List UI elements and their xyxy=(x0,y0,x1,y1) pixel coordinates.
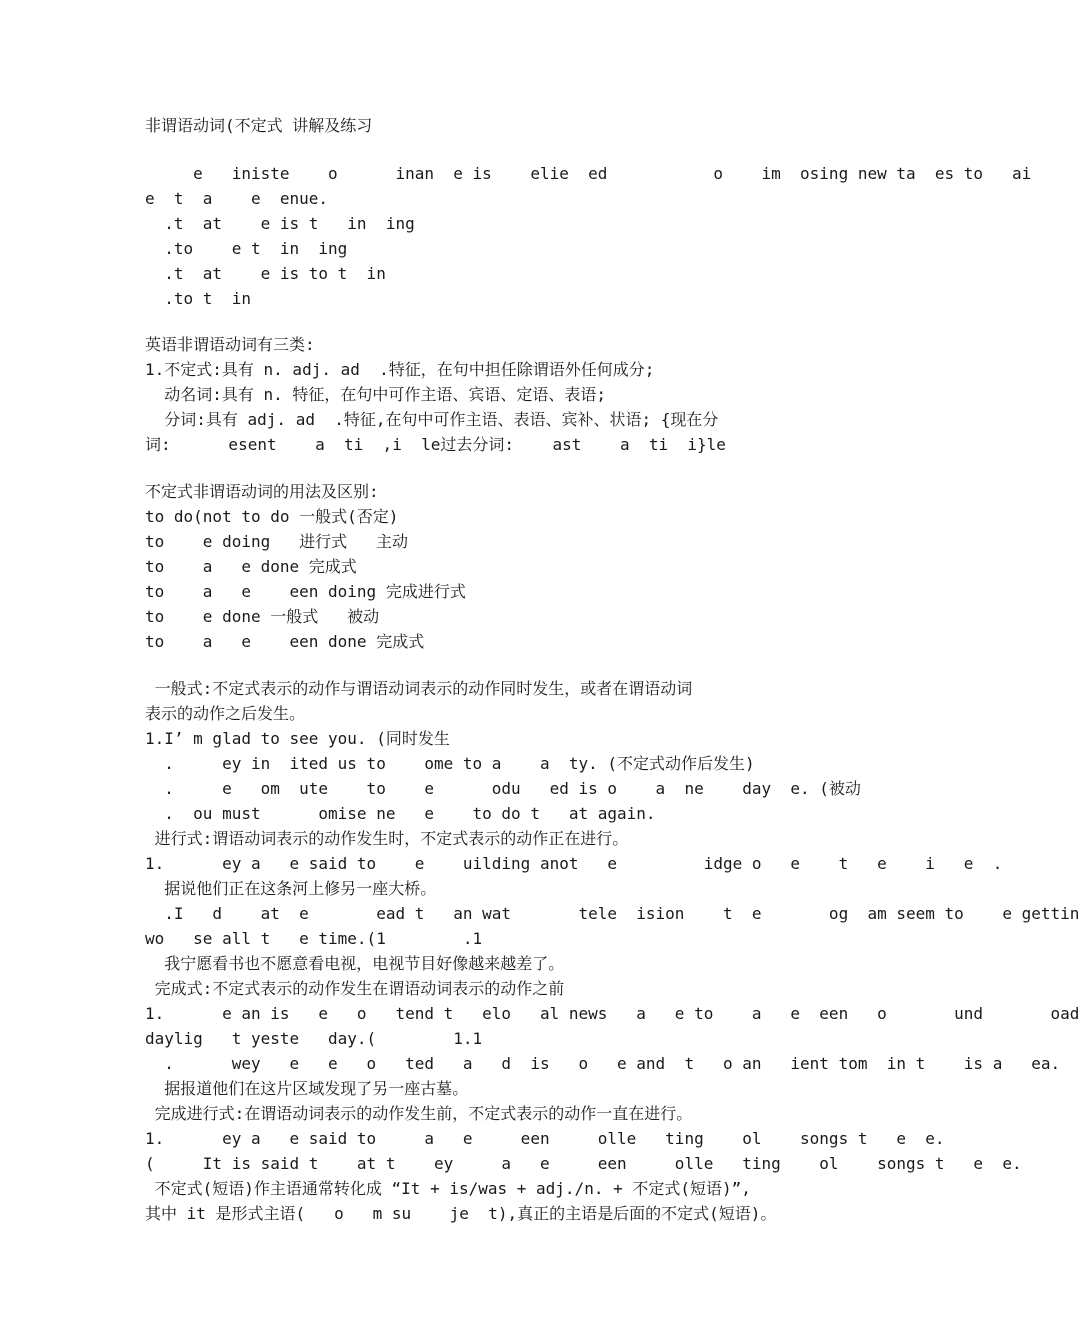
text-line: 进行式:谓语动词表示的动作发生时，不定式表示的动作正在进行。 xyxy=(145,829,629,848)
text-line: .to t in xyxy=(145,289,251,308)
text-line: . ey in ited us to ome to a a ty. (不定式动作后发生) xyxy=(145,754,755,773)
text-line: e iniste o inan e is elie ed o im osing new ta es to ai xyxy=(145,164,1032,183)
text-line: 1. ey a e said to a e een olle ting ol songs t e e. xyxy=(145,1129,945,1148)
text-line: daylig t yeste day.( 1.1 xyxy=(145,1029,483,1048)
text-line: 一般式:不定式表示的动作与谓语动词表示的动作同时发生，或者在谓语动词 xyxy=(145,679,693,698)
text-line: to do(not to do 一般式(否定) xyxy=(145,507,399,526)
text-line: to a e done 完成式 xyxy=(145,557,357,576)
text-line: 完成式:不定式表示的动作发生在谓语动词表示的动作之前 xyxy=(145,979,565,998)
text-line: 英语非谓语动词有三类: xyxy=(145,335,315,354)
text-line: e t a e enue. xyxy=(145,189,329,208)
text-line: 1.不定式:具有 n. adj. ad .特征，在句中担任除谓语外任何成分; xyxy=(145,360,655,379)
text-line: 我宁愿看书也不愿意看电视，电视节目好像越来越差了。 xyxy=(145,954,565,973)
text-line: 据说他们正在这条河上修另一座大桥。 xyxy=(145,879,437,898)
text-line: 分词:具有 adj. ad .特征,在句中可作主语、表语、宾补、状语; {现在分 xyxy=(145,410,719,429)
text-line: . e om ute to e odu ed is o a ne day e. (被动 xyxy=(145,779,861,798)
text-line: wo se all t e time.(1 .1 xyxy=(145,929,483,948)
text-line: 1.I’ m glad to see you. (同时发生 xyxy=(145,729,450,748)
text-line: 据报道他们在这片区域发现了另一座古墓。 xyxy=(145,1079,469,1098)
text-line: ( It is said t at t ey a e een olle ting ol songs t e e. xyxy=(145,1154,1022,1173)
text-line: .t at e is to t in xyxy=(145,264,386,283)
document-title: 非谓语动词(不定式 讲解及练习 xyxy=(145,116,373,135)
text-line: . ou must omise ne e to do t at again. xyxy=(145,804,656,823)
text-line: to e doing 进行式 主动 xyxy=(145,532,409,551)
text-line: to a e een doing 完成进行式 xyxy=(145,582,466,601)
text-line: to e done 一般式 被动 xyxy=(145,607,380,626)
text-line: 1. e an is e o tend t elo al news a e to a e een o und oad xyxy=(145,1004,1079,1023)
text-line: . wey e e o ted a d is o e and t o an ient tom in t is a ea. xyxy=(145,1054,1061,1073)
text-line: .t at e is t in ing xyxy=(145,214,415,233)
text-line: 1. ey a e said to e uilding anot e idge o e t e i e . xyxy=(145,854,1003,873)
text-line: .I d at e ead t an wat tele ision t e og am seem to e gettin xyxy=(145,904,1079,923)
text-line: 不定式(短语)作主语通常转化成 “It + is/was + adj./n. + 不定式(短语)”, xyxy=(145,1179,751,1198)
text-line: 完成进行式:在谓语动词表示的动作发生前，不定式表示的动作一直在进行。 xyxy=(145,1104,693,1123)
text-line: .to e t in ing xyxy=(145,239,348,258)
text-line: 词: esent a ti ,i le过去分词: ast a ti i}le xyxy=(145,435,726,454)
text-line: 其中 it 是形式主语( o m su je t),真正的主语是后面的不定式(短语)。 xyxy=(145,1204,777,1223)
text-line: 表示的动作之后发生。 xyxy=(145,704,306,723)
text-line: 不定式非谓语动词的用法及区别: xyxy=(145,482,379,501)
text-line: 动名词:具有 n. 特征，在句中可作主语、宾语、定语、表语; xyxy=(145,385,607,404)
text-line: to a e een done 完成式 xyxy=(145,632,425,651)
